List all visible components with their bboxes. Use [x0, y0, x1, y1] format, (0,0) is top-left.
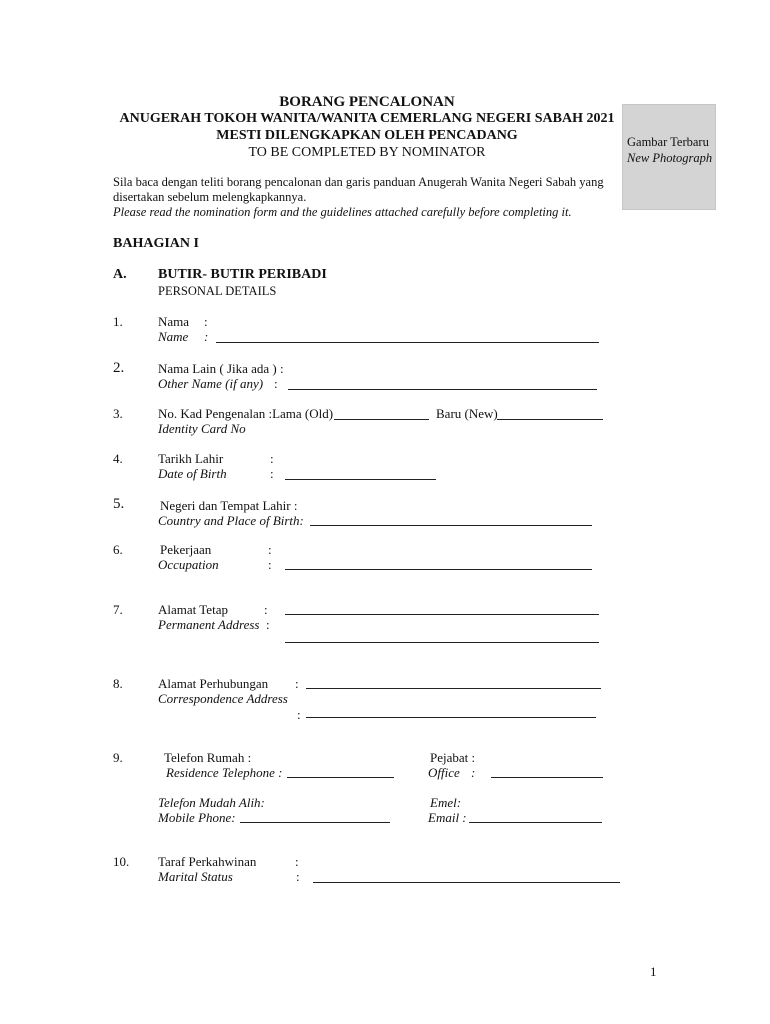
- section-title: BAHAGIAN I: [113, 236, 199, 251]
- name-label-en: Name: [158, 329, 189, 344]
- mobile-phone-field[interactable]: [240, 810, 390, 823]
- nominator-note: TO BE COMPLETED BY NOMINATOR: [248, 145, 486, 160]
- marital-status-label-en: Marital Status: [158, 869, 233, 884]
- name-label: Nama: [158, 314, 190, 329]
- name-field[interactable]: [216, 330, 599, 343]
- email-field[interactable]: [469, 810, 602, 823]
- permanent-address-field-1[interactable]: [285, 602, 599, 615]
- correspondence-address-colon-2: :: [297, 707, 301, 722]
- field-number: 8.: [113, 676, 123, 691]
- email-label: Emel:: [430, 795, 462, 810]
- instruction-line-3: Please read the nomination form and the guidelines attached carefully before completing it.: [113, 205, 572, 219]
- permanent-address-field-2[interactable]: [285, 630, 599, 643]
- other-name-field[interactable]: [288, 377, 597, 390]
- instruction-line-2: disertakan sebelum melengkapkannya.: [113, 190, 307, 204]
- other-name-label-en: Other Name (if any): [158, 376, 264, 391]
- occupation-label: Pekerjaan: [160, 542, 212, 557]
- page-number: 1: [650, 964, 657, 979]
- part-a-subtitle: PERSONAL DETAILS: [158, 284, 277, 298]
- ic-new-field[interactable]: [497, 407, 603, 420]
- field-number: 4.: [113, 451, 123, 466]
- email-label-en: Email :: [428, 810, 467, 825]
- mobile-phone-label-en: Mobile Phone:: [158, 810, 236, 825]
- home-phone-label-en: Residence Telephone :: [166, 765, 283, 780]
- part-a-title: BUTIR- BUTIR PERIBADI: [158, 267, 327, 282]
- correspondence-address-field-1[interactable]: [306, 676, 601, 689]
- correspondence-address-field-2[interactable]: [306, 705, 596, 718]
- dob-colon: :: [270, 451, 274, 466]
- correspondence-address-colon: :: [295, 676, 299, 691]
- occupation-colon: :: [268, 542, 272, 557]
- field-number: 7.: [113, 602, 123, 617]
- name-colon: :: [204, 314, 208, 329]
- dob-colon-en: :: [270, 466, 274, 481]
- occupation-field[interactable]: [285, 557, 592, 570]
- marital-status-label: Taraf Perkahwinan: [158, 854, 257, 869]
- instruction-line-1: Sila baca dengan teliti borang pencalonan dan garis panduan Anugerah Wanita Negeri Sabah yang: [113, 175, 604, 189]
- birthplace-label: Negeri dan Tempat Lahir :: [160, 498, 298, 513]
- photo-placeholder[interactable]: [622, 104, 716, 210]
- field-number: 6.: [113, 542, 123, 557]
- photo-label-en: New Photograph: [627, 151, 713, 165]
- home-phone-field[interactable]: [287, 765, 394, 778]
- other-name-label: Nama Lain ( Jika ada ) :: [158, 361, 284, 376]
- dob-label: Tarikh Lahir: [158, 451, 224, 466]
- home-phone-label: Telefon Rumah :: [164, 750, 252, 765]
- field-number: 2.: [113, 360, 125, 376]
- permanent-address-colon: :: [264, 602, 268, 617]
- award-title: ANUGERAH TOKOH WANITA/WANITA CEMERLANG NEGERI SABAH 2021: [119, 111, 615, 126]
- dob-label-en: Date of Birth: [158, 466, 227, 481]
- office-phone-label-en: Office: [428, 765, 460, 780]
- must-complete-note: MESTI DILENGKAPKAN OLEH PENCADANG: [216, 128, 518, 143]
- mobile-phone-label: Telefon Mudah Alih:: [158, 795, 265, 810]
- field-number: 3.: [113, 406, 123, 421]
- marital-status-colon-en: :: [296, 869, 300, 884]
- part-a-letter: A.: [113, 267, 127, 282]
- name-colon-en: :: [204, 329, 209, 344]
- permanent-address-colon-en: :: [266, 617, 270, 632]
- correspondence-address-label: Alamat Perhubungan: [158, 676, 269, 691]
- field-number: 9.: [113, 750, 123, 765]
- correspondence-address-label-en: Correspondence Address: [158, 691, 288, 706]
- field-number: 1.: [113, 314, 123, 329]
- ic-new-label: Baru (New): [436, 406, 498, 421]
- occupation-colon-en: :: [268, 557, 272, 572]
- field-number: 10.: [113, 854, 130, 869]
- ic-old-field[interactable]: [334, 407, 429, 420]
- permanent-address-label: Alamat Tetap: [158, 602, 228, 617]
- birthplace-label-en: Country and Place of Birth:: [158, 513, 304, 528]
- other-name-colon: :: [274, 376, 278, 391]
- permanent-address-label-en: Permanent Address: [158, 617, 260, 632]
- occupation-label-en: Occupation: [158, 557, 219, 572]
- marital-status-colon: :: [295, 854, 299, 869]
- form-title: BORANG PENCALONAN: [279, 94, 455, 110]
- marital-status-field[interactable]: [313, 870, 620, 883]
- office-phone-label: Pejabat :: [430, 750, 476, 765]
- ic-label-en: Identity Card No: [158, 421, 246, 436]
- office-phone-field[interactable]: [491, 765, 603, 778]
- dob-field[interactable]: [285, 467, 436, 480]
- birthplace-field[interactable]: [310, 513, 592, 526]
- photo-label: Gambar Terbaru: [627, 135, 709, 149]
- field-number: 5.: [113, 496, 125, 512]
- office-phone-colon: :: [471, 765, 476, 780]
- ic-label: No. Kad Pengenalan :Lama (Old): [158, 406, 334, 421]
